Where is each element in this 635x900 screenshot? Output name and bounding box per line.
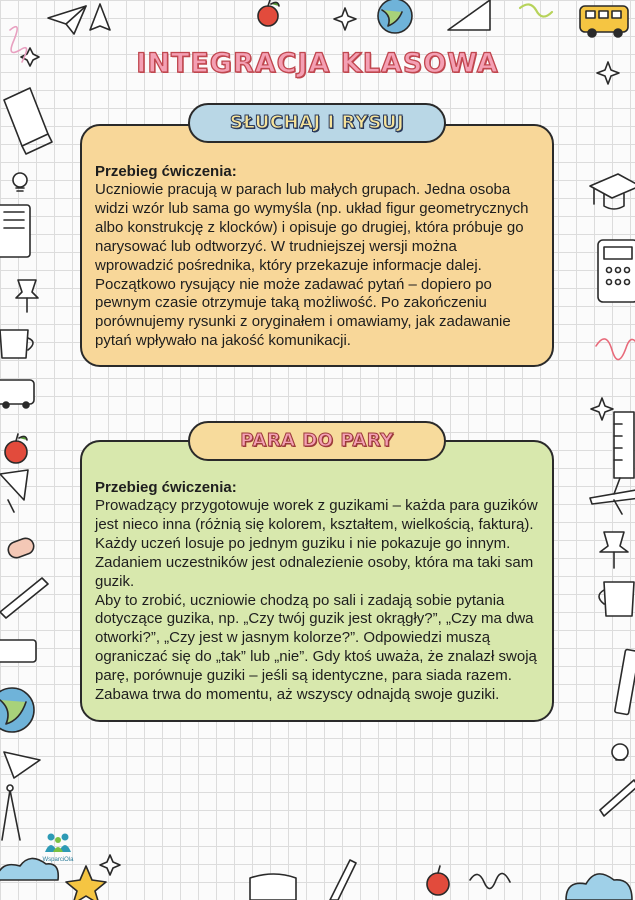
airplane-icon: [590, 478, 635, 514]
crayon-icon: [615, 649, 635, 714]
set-square-icon: [448, 0, 490, 30]
globe-icon: [378, 0, 412, 33]
exercise-description: Uczniowie pracują w parach lub małych grupach. Jedna osoba widzi wzór lub sama go wymyśla (np. układ figur geometrycznych albo konstrukcję z klocków) i opisuje go drugiej, która próbuje go narysować lub odtworzyć. W trudniejszej wersji można wprowadzić pośrednika, który przekazuje informacje dalej. Początkowo rysujący nie może zadawać pytań – dopiero po pewnym czasie otrzymuje taką możliwość. Po zakończeniu porównujemy rysunki z oryginałem i omawiamy, jak zadawanie pytań wpływało na jakość komunikacji.: [95, 181, 529, 350]
rocket-icon: [90, 4, 110, 30]
bus-icon: [580, 6, 628, 37]
airplane-icon: [48, 6, 86, 34]
eraser-icon: [6, 536, 36, 560]
lightbulb-icon: [13, 173, 27, 191]
exercise-description-continued: Aby to zrobić, uczniowie chodzą po sali i zadają sobie pytania dotyczące guzika, np. „Czy twój guzik jest okrągły?”, „Czy ma dwa otworki?”, „Czy jest w jasnym kolorze?”. Odpowiedzi muszą ograniczać się do „tak” lub „nie”. Gdy ktoś uważa, że znalazł swoją parę, porównuje guziki – jeśli są identyczne, para siada razem. Zabawa trwa do momentu, aż wszyscy odnajdą swoje guziki.: [95, 591, 537, 704]
pencil-icon: [600, 780, 635, 816]
star-icon: [100, 855, 120, 875]
compass-icon: [0, 470, 28, 512]
cup-icon: [0, 330, 33, 358]
brand-logo: [36, 832, 80, 863]
star-icon: [66, 866, 106, 900]
exercise-label: Przebieg ćwiczenia:: [95, 479, 237, 496]
exercise-label: Przebieg ćwiczenia:: [95, 163, 237, 180]
apple-icon: [5, 434, 27, 463]
paper-plane-icon: [4, 752, 40, 778]
pin-icon: [16, 280, 38, 312]
section-heading-pair-match: PARA DO PARY: [188, 421, 446, 461]
pencil-icon: [330, 860, 356, 900]
spring-icon: [596, 339, 635, 360]
page-title: INTEGRACJA KLASOWA: [136, 48, 499, 79]
logo-text: WsparciOla: [42, 857, 74, 863]
globe-icon: [0, 688, 34, 732]
star-icon: [591, 398, 613, 420]
pin-icon: [600, 532, 628, 568]
compass-icon: [2, 785, 20, 840]
graduation-cap-icon: [590, 174, 635, 209]
bus-icon: [0, 380, 34, 408]
book-icon: [250, 874, 296, 900]
lightbulb-icon: [612, 744, 628, 760]
squiggle-icon: [520, 4, 552, 16]
glue-icon: [0, 640, 36, 662]
pencil-icon: [0, 578, 48, 618]
apple-icon: [258, 0, 279, 26]
ruler-icon: [614, 412, 634, 478]
apple-icon: [427, 866, 449, 895]
mug-icon: [599, 582, 634, 616]
people-logo-icon: [43, 832, 73, 854]
spring-icon: [470, 873, 510, 888]
calculator-icon: [598, 240, 635, 302]
section-heading-listen-draw: SŁUCHAJ I RYSUJ: [188, 103, 446, 143]
exercise-description: Prowadzący przygotowuje worek z guzikami – każda para guzików jest nieco inna (różnią się kolorem, kształtem, wielkością, fakturą). Każdy uczeń losuje po jednym guziku i nie pokazuje go innym. Zadaniem uczestników jest odnalezienie osoby, która ma taki sam guzik.: [95, 497, 538, 590]
exercise-card-listen-draw: [80, 124, 554, 367]
cloud-icon: [566, 874, 632, 900]
star-icon: [334, 8, 356, 30]
book-icon: [4, 88, 52, 154]
exercise-card-pair-match: [80, 440, 554, 722]
notebook-icon: [0, 205, 30, 257]
